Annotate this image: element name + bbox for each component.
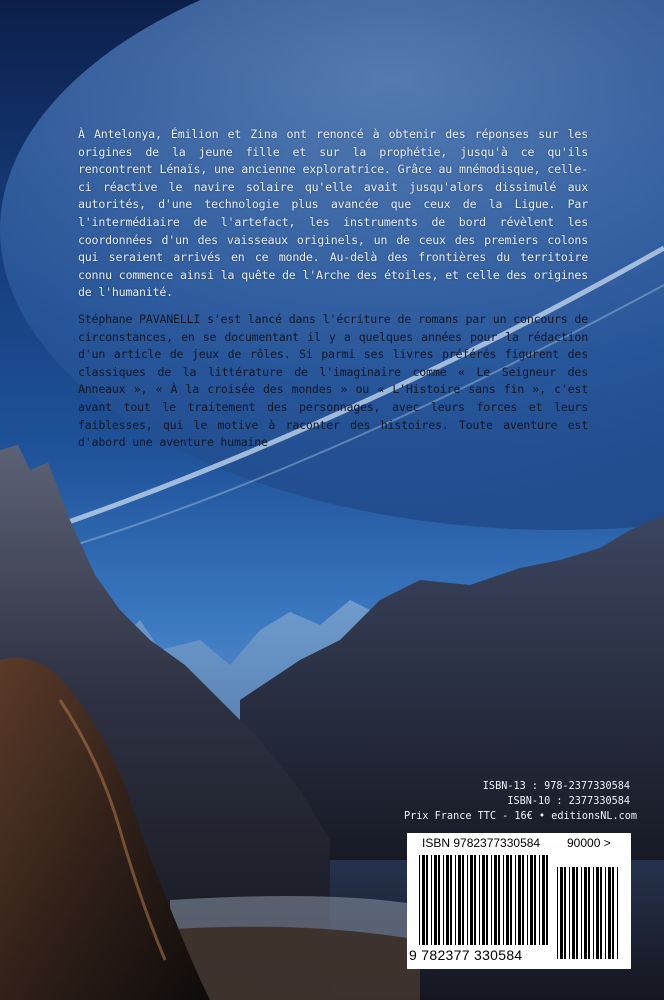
isbn-info-block	[404, 779, 638, 824]
barcode-bar	[581, 867, 582, 959]
barcode-bar	[422, 855, 425, 945]
barcode-bar	[584, 867, 587, 959]
barcode-bar	[467, 855, 468, 945]
barcode-bar	[576, 867, 578, 959]
isbn13-line: ISBN-13 : 978-2377330584	[482, 781, 630, 792]
addon-bars	[557, 867, 618, 959]
barcode-bar	[458, 855, 461, 945]
barcode-bar	[593, 867, 594, 959]
barcode-isbn-label: ISBN 9782377330584	[422, 836, 541, 850]
ean13-bars	[419, 855, 548, 945]
barcode-bar	[572, 867, 575, 959]
barcode-bar	[612, 867, 614, 959]
barcode-bar	[434, 855, 437, 945]
barcode-bar	[522, 855, 524, 945]
barcode-bar	[534, 855, 536, 945]
barcode-bar	[596, 867, 599, 959]
barcode-digits: 9 782377 330584	[409, 947, 523, 963]
barcode-bar	[446, 855, 449, 945]
barcode-bar	[506, 855, 509, 945]
barcode-bar	[560, 867, 563, 959]
barcode-bar	[455, 855, 456, 945]
barcode-bar	[600, 867, 602, 959]
synopsis-paragraph: À Antelonya, Émilion et Zina ont renoncé à obtenir des réponses sur les origines de la jeune fille et sur la prophétie, jusqu'à ce qu'ils rencontrent Lénaïs, une ancienne exploratrice. Grâce au mnémodisque, celle-ci réactive le navire solaire qu'elle avait jusqu'alors dissimulé aux autorités, d'une technologie plus avancée que ceux de la Ligue. Par l'intermédiaire de l'artefact, les instruments de bord révèlent les coordonnées d'un des vaisseaux originels, un de ceux des premiers colons qui seraient arrivés en ce monde. Au-delà des frontières du territoire connu commence ainsi la quête de l'Arche des étoiles, et celle des origines de l'humanité.	[78, 127, 588, 300]
barcode-bar	[564, 867, 566, 959]
barcode-bar	[419, 855, 420, 945]
barcode-bar	[518, 855, 521, 945]
barcode-bar	[479, 855, 480, 945]
barcode-bar	[482, 855, 485, 945]
barcode-bar	[462, 855, 464, 945]
barcode-bar	[426, 855, 428, 945]
barcode-bar	[438, 855, 440, 945]
barcode-bar	[569, 867, 570, 959]
barcode-bar	[515, 855, 516, 945]
barcode-panel	[407, 833, 631, 969]
barcode-bar	[605, 867, 606, 959]
barcode-bar	[498, 855, 500, 945]
barcode-bar	[539, 855, 540, 945]
back-cover-blurb	[78, 126, 588, 461]
barcode-bar	[474, 855, 476, 945]
barcode-bar	[470, 855, 473, 945]
barcode-bar	[617, 867, 618, 959]
author-bio-paragraph: Stéphane PAVANELLI s'est lancé dans l'écriture de romans par un concours de circonstances, en se documentant il y a quelques années pour la rédaction d'un article de jeux de rôles. Si parmi ses livres préférés figurent des classiques de la littérature de l'imaginaire comme « Le Seigneur des Anneaux », « À la croisée des mondes » ou « L'Histoire sans fin », c'est avant tout le traitement des personnages, avec leurs forces et leurs faiblesses, qui le motive à raconter des histoires. Toute aventure est d'abord une aventure humaine	[78, 311, 588, 450]
barcode-bar	[486, 855, 488, 945]
barcode-bar	[443, 855, 444, 945]
barcode-bar	[494, 855, 497, 945]
price-publisher-line: Prix France TTC - 16€ • editionsNL.com	[404, 811, 638, 822]
barcode-bar	[557, 867, 558, 959]
barcode-bar	[450, 855, 452, 945]
barcode-bar	[530, 855, 533, 945]
barcode-bar	[608, 867, 611, 959]
barcode-bar	[503, 855, 504, 945]
barcode-bar	[542, 855, 545, 945]
barcode-bar	[546, 855, 548, 945]
barcode-bar	[510, 855, 512, 945]
barcode-addon-label: 90000 >	[567, 836, 611, 850]
isbn10-line: ISBN-10 : 2377330584	[507, 796, 630, 807]
barcode-bar	[588, 867, 590, 959]
barcode-bar	[491, 855, 492, 945]
barcode-bar	[527, 855, 528, 945]
barcode-bar	[431, 855, 432, 945]
